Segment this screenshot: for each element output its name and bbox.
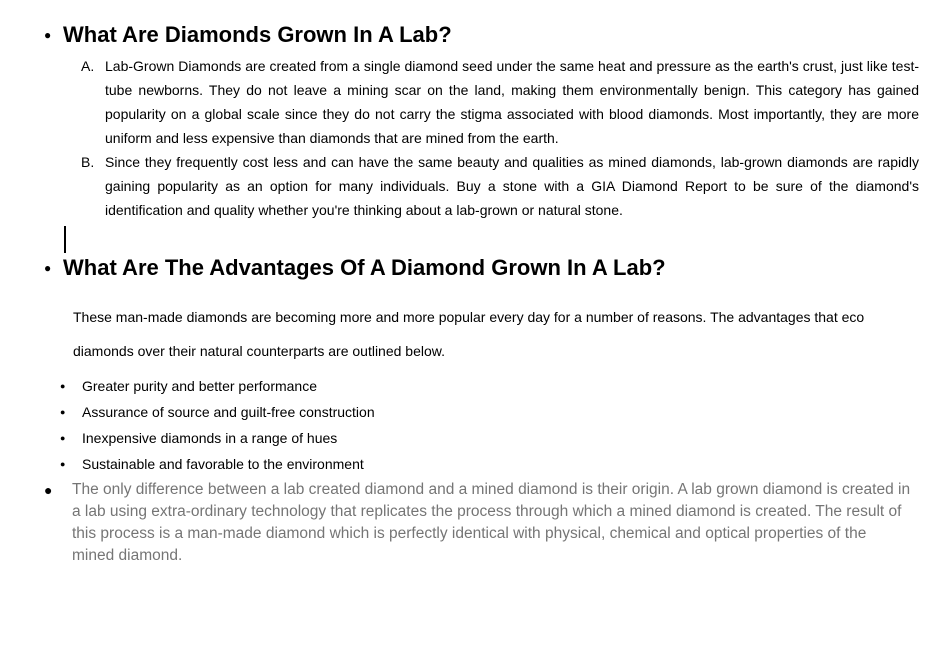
- lettered-item-a-text[interactable]: Lab-Grown Diamonds are created from a single diamond seed under the same heat and pressure as the earth's crust, just like test-tube newborns. They do not leave a mining scar on the land, making them environmentally benign. This category has gained popularity on a global scale since they do not carry the stigma associated with blood diamonds. Most importantly, they are more uniform and less expensive than diamonds that are mined from the earth.: [105, 58, 919, 146]
- bullet-icon: ●: [44, 261, 52, 275]
- lettered-item-b-text[interactable]: Since they frequently cost less and can have the same beauty and qualities as mined diamonds, lab-grown diamonds are rapidly gaining popularity as an option for many individuals. Buy a stone with a GIA Diamond Report to be sure of the diamond's identification and quality whether you're thinking about a lab-grown or natural stone.: [105, 154, 919, 218]
- list-item-text[interactable]: Inexpensive diamonds in a range of hues: [82, 430, 338, 446]
- lettered-item-b[interactable]: [81, 150, 919, 222]
- list-item-text[interactable]: Greater purity and better performance: [82, 378, 318, 394]
- bullet-icon: ●: [44, 482, 53, 498]
- list-item[interactable]: [60, 451, 760, 477]
- list-item[interactable]: [60, 399, 760, 425]
- list-marker-b: B.: [81, 154, 95, 170]
- intro-paragraph[interactable]: These man-made diamonds are becoming more and more popular every day for a number of reasons. The advantages that eco diamonds over their natural counterparts are outlined below.: [73, 309, 865, 359]
- note-paragraph[interactable]: [44, 479, 912, 567]
- bullet-icon: ●: [60, 381, 66, 391]
- lettered-list: [81, 54, 919, 222]
- note-paragraph-text[interactable]: The only difference between a lab created diamond and a mined diamond is their origin. A lab grown diamond is created in a lab using extra-ordinary technology that replicates the process through which a mined diamond is created. The result of this process is a man-made diamond which is perfectly identical with physical, chemical and optical properties of the mined diamond.: [72, 481, 911, 564]
- advantages-list: [60, 373, 760, 477]
- list-item[interactable]: [60, 425, 760, 451]
- bullet-icon: ●: [60, 407, 66, 417]
- list-item[interactable]: [60, 373, 760, 399]
- bullet-icon: ●: [44, 28, 52, 42]
- section-heading-1: [44, 22, 452, 48]
- section-heading-1-text[interactable]: What Are Diamonds Grown In A Lab?: [63, 22, 452, 47]
- lettered-item-a[interactable]: [81, 54, 919, 150]
- text-cursor: [64, 226, 66, 253]
- list-item-text[interactable]: Sustainable and favorable to the environment: [82, 456, 364, 472]
- bullet-icon: ●: [60, 433, 66, 443]
- section-heading-2-text[interactable]: What Are The Advantages Of A Diamond Grown In A Lab?: [63, 255, 666, 280]
- section-heading-2: [44, 255, 666, 281]
- bullet-icon: ●: [60, 459, 66, 469]
- list-marker-a: A.: [81, 58, 95, 74]
- list-item-text[interactable]: Assurance of source and guilt-free construction: [82, 404, 375, 420]
